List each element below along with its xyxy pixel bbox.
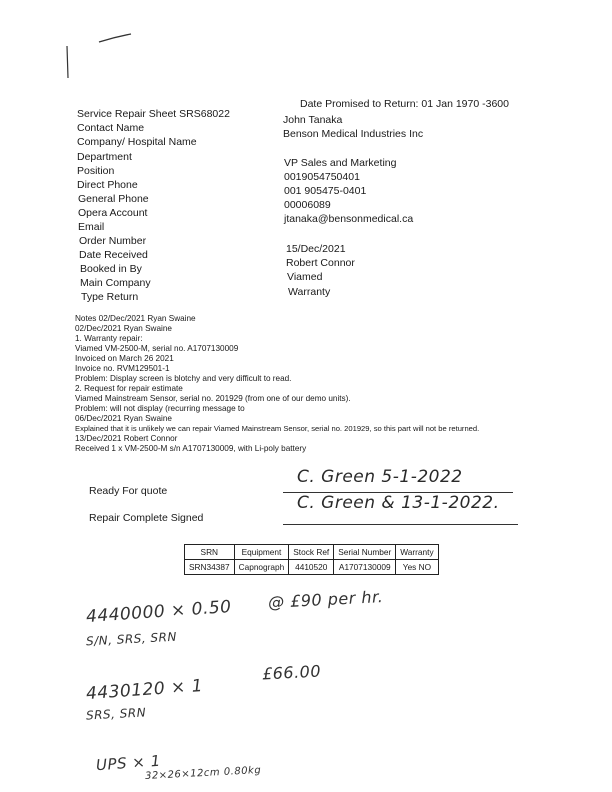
notes-line: 1. Warranty repair:: [75, 334, 143, 343]
notes-line: Invoiced on March 26 2021: [75, 354, 174, 363]
label-company: Company/ Hospital Name: [77, 136, 197, 148]
sheet-title: Service Repair Sheet SRS68022: [77, 108, 230, 120]
value-type-return: Warranty: [288, 286, 331, 298]
handwritten-line: UPS × 1: [95, 751, 162, 775]
label-main-company: Main Company: [80, 277, 151, 289]
column-header: Equipment: [234, 545, 289, 560]
value-main-company: Viamed: [287, 271, 323, 283]
value-booked-in-by: Robert Connor: [286, 257, 355, 269]
notes-line: Problem: Display screen is blotchy and very difficult to read.: [75, 374, 292, 383]
label-contact-name: Contact Name: [77, 122, 145, 134]
value-opera-account: 00006089: [284, 199, 331, 211]
value-contact-name: John Tanaka: [283, 114, 343, 126]
value-direct-phone: 0019054750401: [284, 171, 360, 183]
notes-line: Invoice no. RVM129501-1: [75, 364, 170, 373]
table-cell: 4410520: [289, 560, 334, 575]
notes-line: Received 1 x VM-2500-M s/n A1707130009, with Li-poly battery: [75, 444, 307, 453]
label-type-return: Type Return: [81, 291, 139, 303]
label-department: Department: [77, 151, 132, 163]
repair-complete-signature: C. Green & 13-1-2022.: [297, 493, 500, 513]
label-order-number: Order Number: [79, 235, 147, 247]
handwritten-subline: 32×26×12cm 0.80kg: [144, 764, 262, 783]
column-header: Warranty: [396, 545, 438, 560]
column-header: SRN: [185, 545, 235, 560]
notes-line: Explained that it is unlikely we can repair Viamed Mainstream Sensor, serial no. 201929, so this part will not be returned.: [75, 424, 480, 433]
handwritten-line: 4440000 × 0.50: [85, 596, 233, 628]
table-cell: SRN34387: [185, 560, 235, 575]
column-header: Serial Number: [334, 545, 396, 560]
notes-line: Notes 02/Dec/2021 Ryan Swaine: [75, 314, 196, 323]
label-email: Email: [78, 221, 105, 233]
ready-for-quote-signature: C. Green 5-1-2022: [297, 467, 463, 487]
value-company: Benson Medical Industries Inc: [283, 128, 424, 140]
pen-mark-icon: [55, 28, 145, 88]
handwritten-rate: @ £90 per hr.: [267, 586, 384, 613]
label-direct-phone: Direct Phone: [77, 179, 138, 191]
table-header-row: [185, 545, 439, 560]
notes-line: Viamed VM-2500-M, serial no. A1707130009: [75, 344, 239, 353]
handwritten-price: £66.00: [261, 661, 322, 684]
table-cell: A1707130009: [334, 560, 396, 575]
handwritten-subline: SRS, SRN: [85, 705, 147, 723]
label-position: Position: [77, 165, 115, 177]
equipment-table: [184, 544, 439, 575]
notes-line: Problem: will not display (recurring message to: [75, 404, 245, 413]
notes-line: 2. Request for repair estimate: [75, 384, 183, 393]
notes-line: 02/Dec/2021 Ryan Swaine: [75, 324, 172, 333]
handwritten-line: 4430120 × 1: [85, 675, 204, 705]
column-header: Stock Ref: [289, 545, 334, 560]
table-cell: Yes NO: [396, 560, 438, 575]
table-cell: Capnograph: [234, 560, 289, 575]
value-general-phone: 001 905475-0401: [284, 185, 367, 197]
value-date-received: 15/Dec/2021: [286, 243, 346, 255]
label-booked-in-by: Booked in By: [80, 263, 142, 275]
label-general-phone: General Phone: [78, 193, 149, 205]
label-opera-account: Opera Account: [78, 207, 148, 219]
notes-line: 13/Dec/2021 Robert Connor: [75, 434, 178, 443]
signature-line: [283, 524, 518, 525]
value-position: VP Sales and Marketing: [284, 157, 397, 169]
ready-for-quote-label: Ready For quote: [89, 485, 168, 497]
table-row: [185, 560, 439, 575]
date-promised: Date Promised to Return: 01 Jan 1970 -3600: [300, 98, 509, 110]
repair-complete-label: Repair Complete Signed: [89, 512, 204, 524]
label-date-received: Date Received: [79, 249, 148, 261]
notes-line: Viamed Mainstream Sensor, serial no. 201929 (from one of our demo units).: [75, 394, 351, 403]
handwritten-subline: S/N, SRS, SRN: [85, 629, 178, 649]
notes-line: 06/Dec/2021 Ryan Swaine: [75, 414, 172, 423]
value-email: jtanaka@bensonmedical.ca: [284, 213, 414, 225]
